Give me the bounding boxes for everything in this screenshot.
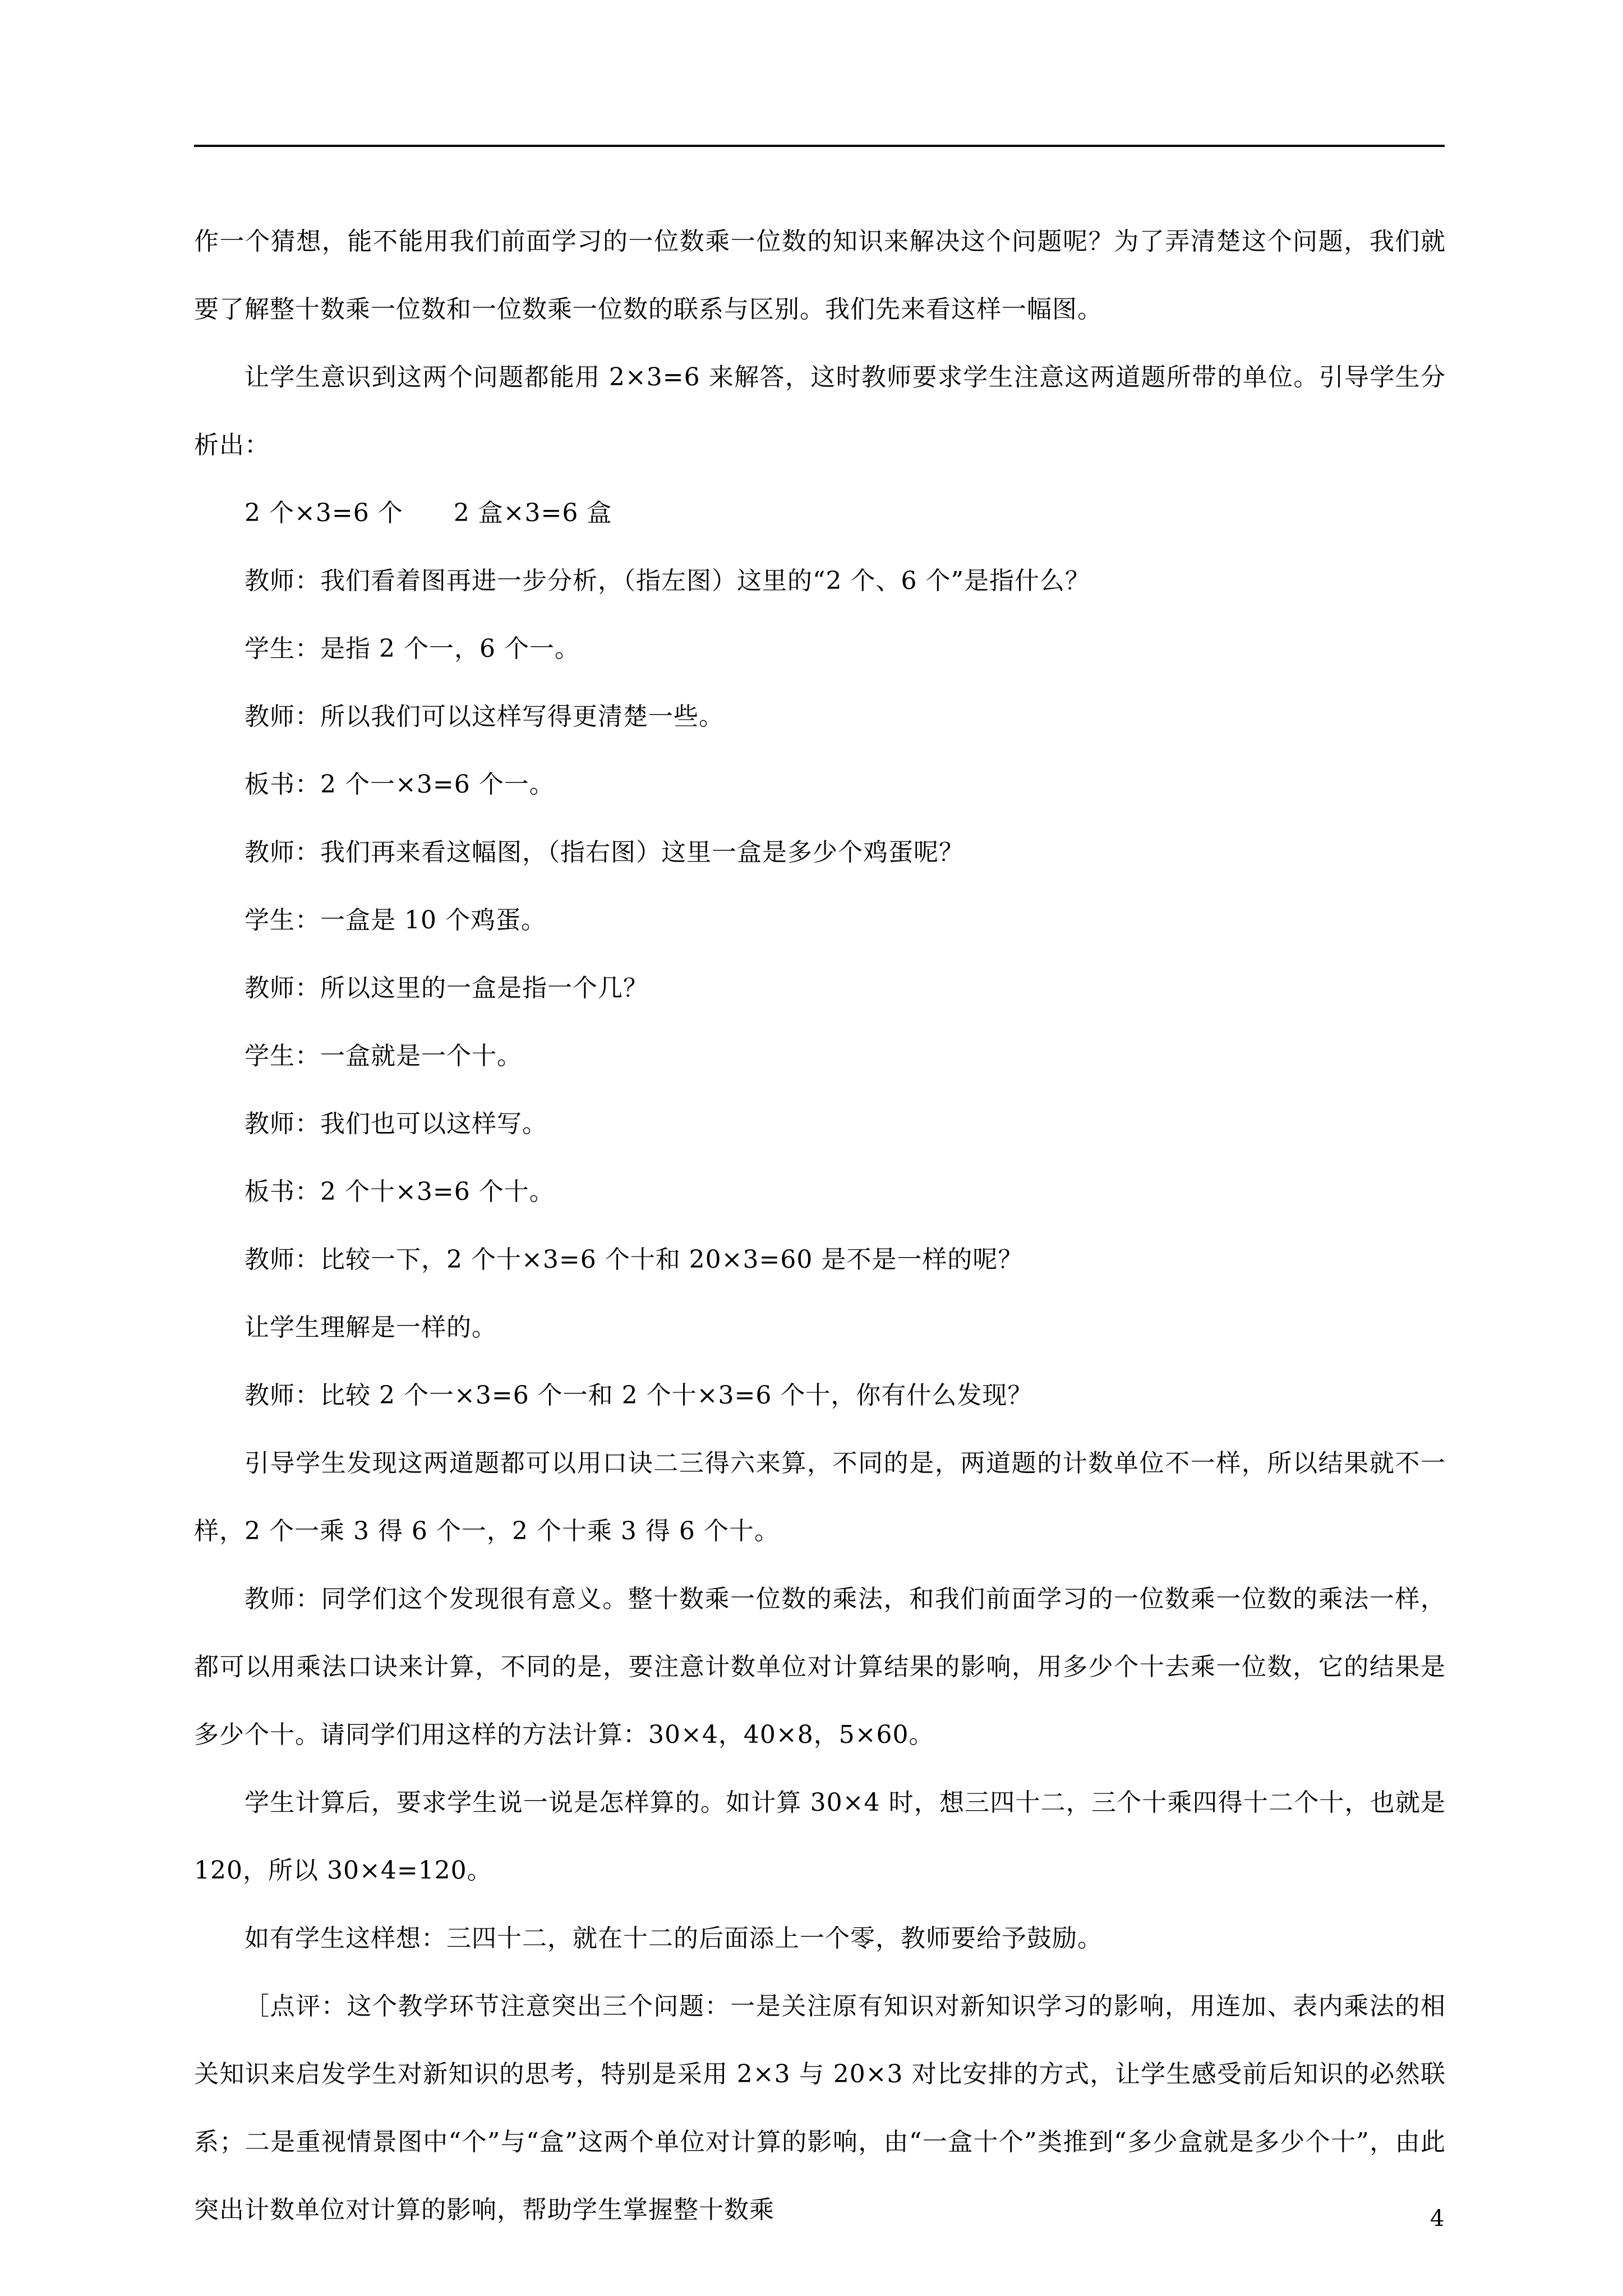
- paragraph: 如有学生这样想：三四十二，就在十二的后面添上一个零，教师要给予鼓励。: [245, 1924, 1103, 1953]
- paragraph: 让学生意识到这两个问题都能用 2×3=6 来解答，这时教师要求学生注意这两道题所带的单位。引导学生分析出：: [194, 363, 1446, 459]
- paragraph: 教师：同学们这个发现很有意义。整十数乘一位数的乘法，和我们前面学习的一位数乘一位数的乘法一样，都可以用乘法口诀来计算，不同的是，要注意计数单位对计算结果的影响，用多少个十去乘一位数，它的结果是多少个十。请同学们用这样的方法计算：30×4，40×8，5×60。: [194, 1585, 1446, 1749]
- paragraph: 学生计算后，要求学生说一说是怎样算的。如计算 30×4 时，想三四十二，三个十乘四得十二个十，也就是 120，所以 30×4=120。: [194, 1788, 1446, 1885]
- paragraph: 教师：所以我们可以这样写得更清楚一些。: [245, 702, 724, 731]
- paragraph: ［点评：这个教学环节注意突出三个问题：一是关注原有知识对新知识学习的影响，用连加、表内乘法的相关知识来启发学生对新知识的思考，特别是采用 2×3 与 20×3 对比安排的方式，让学生感受前后知识的必然联系；二是重视情景图中“个”与“盒”这两个单位对计算的影响，由“一盒十个”类推到“多少盒就是多少个十”，由此突出计数单位对计算的影响，帮助学生掌握整十数乘: [194, 1992, 1446, 2224]
- paragraph: 让学生理解是一样的。: [245, 1313, 497, 1342]
- paragraph: 教师：所以这里的一盒是指一个几？: [245, 974, 648, 1002]
- paragraph: 教师：比较一下，2 个十×3=6 个十和 20×3=60 是不是一样的呢？: [245, 1245, 1023, 1274]
- paragraph: 教师：比较 2 个一×3=6 个一和 2 个十×3=6 个十，你有什么发现？: [245, 1381, 1033, 1410]
- page-number: 4: [1430, 2206, 1445, 2231]
- paragraph: 教师：我们再来看这幅图，（指右图）这里一盒是多少个鸡蛋呢？: [245, 838, 964, 867]
- paragraph: 教师：我们也可以这样写。: [245, 1110, 547, 1138]
- paragraph: 学生：一盒就是一个十。: [245, 1042, 522, 1070]
- paragraph: 教师：我们看着图再进一步分析，（指左图）这里的“2 个、6 个”是指什么？: [245, 567, 1090, 595]
- paragraph: 学生：一盒是 10 个鸡蛋。: [245, 906, 546, 935]
- paragraph: 2 个×3=6 个 2 盒×3=6 盒: [245, 499, 612, 527]
- paragraph: 作一个猜想，能不能用我们前面学习的一位数乘一位数的知识来解决这个问题呢？为了弄清楚这个问题，我们就要了解整十数乘一位数和一位数乘一位数的联系与区别。我们先来看这样一幅图。: [194, 227, 1446, 324]
- header-rule: [194, 145, 1445, 147]
- document-body: [194, 208, 1446, 2244]
- paragraph: 学生：是指 2 个一，6 个一。: [245, 634, 580, 663]
- paragraph: 板书：2 个十×3=6 个十。: [245, 1177, 555, 1206]
- paragraph: 板书：2 个一×3=6 个一。: [245, 770, 555, 799]
- paragraph: 引导学生发现这两道题都可以用口诀二三得六来算，不同的是，两道题的计数单位不一样，所以结果就不一样，2 个一乘 3 得 6 个一，2 个十乘 3 得 6 个十。: [194, 1449, 1446, 1545]
